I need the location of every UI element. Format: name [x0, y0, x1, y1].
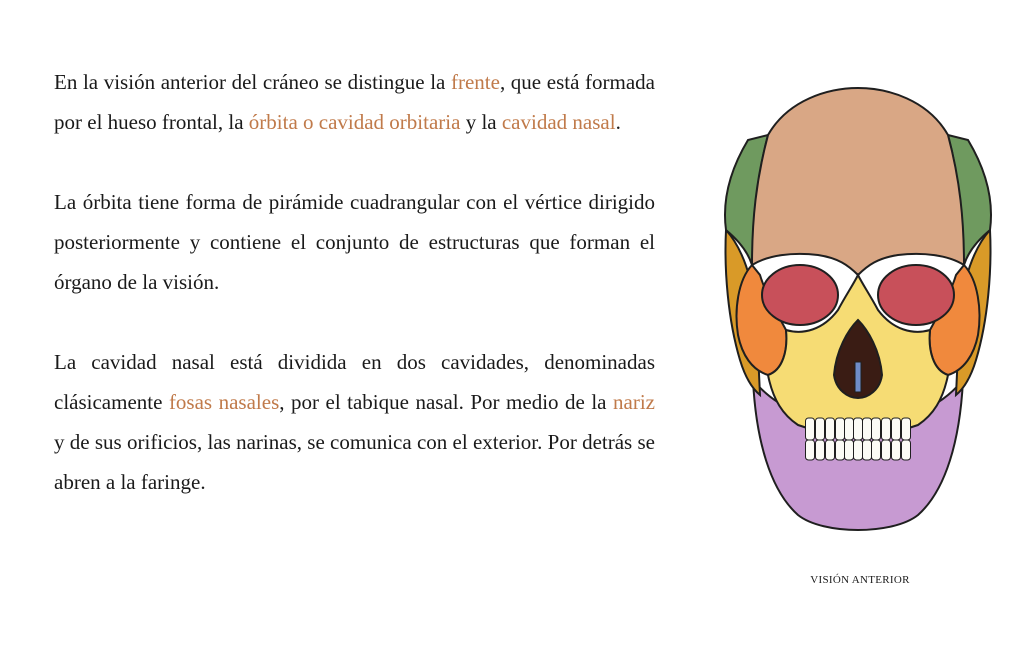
- skull-illustration: [708, 80, 1008, 550]
- tooth: [816, 440, 825, 460]
- tooth: [902, 418, 911, 440]
- text-run: En la visión anterior del cráneo se distingue la: [54, 70, 451, 94]
- text-run: , por el tabique nasal. Por medio de la: [279, 390, 614, 414]
- highlighted-term: nariz: [613, 390, 655, 414]
- tooth: [845, 440, 854, 460]
- highlighted-term: frente: [450, 70, 500, 94]
- tooth: [816, 418, 825, 440]
- tooth: [854, 440, 863, 460]
- paragraph: [54, 342, 655, 502]
- tooth: [806, 440, 815, 460]
- paragraph: [54, 62, 655, 142]
- text-run: La cavidad nasal está dividida en dos cavidades, denominadas clásicamente: [54, 350, 655, 414]
- tooth: [836, 440, 845, 460]
- text-run: , que está formada por el hueso frontal, la: [54, 70, 655, 134]
- tooth: [854, 418, 863, 440]
- text-run: La órbita tiene forma de pirámide cuadrangular con el vértice dirigido posteriormente y contiene el conjunto de estructuras que forman el órgano de la visión.: [54, 190, 655, 294]
- tooth: [892, 418, 901, 440]
- orbit-right: [878, 265, 954, 325]
- text-run: .: [615, 110, 621, 134]
- vomer: [855, 362, 861, 392]
- upper-teeth: [806, 418, 911, 440]
- lower-teeth: [806, 440, 911, 460]
- tooth: [892, 440, 901, 460]
- tooth: [826, 440, 835, 460]
- tooth: [845, 418, 854, 440]
- frontal-bone: [752, 88, 964, 275]
- text-run: y la: [460, 110, 502, 134]
- highlighted-term: cavidad nasal: [501, 110, 616, 134]
- tooth: [826, 418, 835, 440]
- skull-figure: [708, 80, 1008, 550]
- figure-caption: VISIÓN ANTERIOR: [810, 574, 910, 586]
- text-column: [54, 62, 655, 542]
- text-run: y de sus orificios, las narinas, se comunica con el exterior. Por detrás se abren a la faringe.: [54, 430, 655, 494]
- tooth: [872, 440, 881, 460]
- highlighted-term: fosas nasales: [168, 390, 280, 414]
- tooth: [836, 418, 845, 440]
- tooth: [863, 440, 872, 460]
- highlighted-term: órbita o cavidad orbitaria: [248, 110, 461, 134]
- tooth: [882, 418, 891, 440]
- tooth: [872, 418, 881, 440]
- tooth: [806, 418, 815, 440]
- paragraph: [54, 182, 655, 302]
- orbit-left: [762, 265, 838, 325]
- tooth: [902, 440, 911, 460]
- tooth: [882, 440, 891, 460]
- tooth: [863, 418, 872, 440]
